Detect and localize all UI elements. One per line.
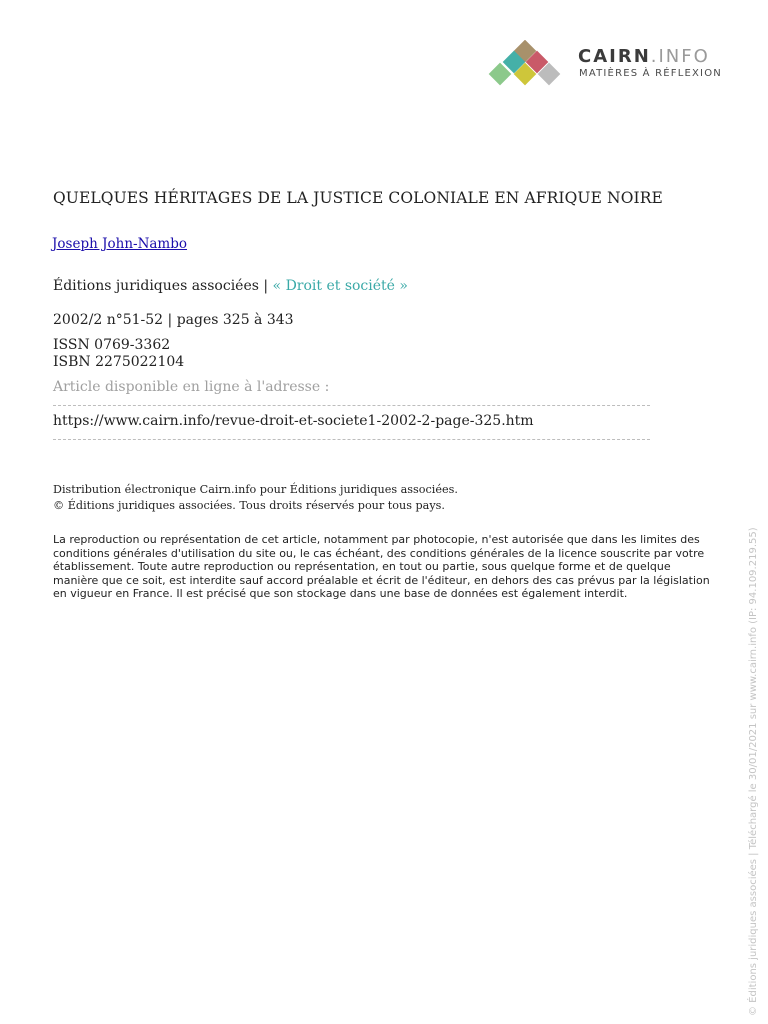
article-url[interactable]: https://www.cairn.info/revue-droit-et-societe1-2002-2-page-325.htm <box>53 413 534 429</box>
copyright-notice: © Éditions juridiques associées. Tous droits réservés pour tous pays. <box>53 499 445 512</box>
cairn-diamonds-icon <box>488 40 572 92</box>
logo-name-main: CAIRN <box>578 46 651 67</box>
legal-notice: La reproduction ou représentation de cet article, notamment par photocopie, n'est autorisée que dans les limites des conditions générales d'utilisation du site ou, le cas échéant, des conditions générales de la licence souscrite par votre établissement. Toute autre reproduction ou représentation, en tout ou partie, sous quelque forme et de quelque manière que ce soit, est interdite sauf accord préalable et écrit de l'éditeur, en dehors des cas prévus par la législation en vigueur en France. Il est précisé que son stockage dans une base de données est également interdit. <box>53 533 710 601</box>
logo-name <box>578 46 710 67</box>
divider <box>53 405 650 406</box>
publisher-name: Éditions juridiques associées | <box>53 278 273 294</box>
cairn-logo <box>488 40 728 92</box>
issue-info: 2002/2 n°51-52 | pages 325 à 343 <box>53 312 294 328</box>
article-title: QUELQUES HÉRITAGES DE LA JUSTICE COLONIALE EN AFRIQUE NOIRE <box>53 189 663 207</box>
journal-name[interactable]: « Droit et société » <box>272 278 408 294</box>
available-online-label: Article disponible en ligne à l'adresse : <box>53 379 330 395</box>
distribution-notice: Distribution électronique Cairn.info pour Éditions juridiques associées. <box>53 483 458 496</box>
logo-name-suffix: .INFO <box>650 46 710 67</box>
issn: ISSN 0769-3362 <box>53 337 171 353</box>
download-watermark: © Éditions juridiques associées | Téléchargé le 30/01/2021 sur www.cairn.info (IP: 94.109.219.55) <box>748 527 759 1016</box>
divider <box>53 439 650 440</box>
isbn: ISBN 2275022104 <box>53 354 185 370</box>
logo-tagline: MATIÈRES À RÉFLEXION <box>579 68 722 79</box>
publisher-line <box>53 278 408 294</box>
author-link[interactable]: Joseph John-Nambo <box>52 236 188 252</box>
